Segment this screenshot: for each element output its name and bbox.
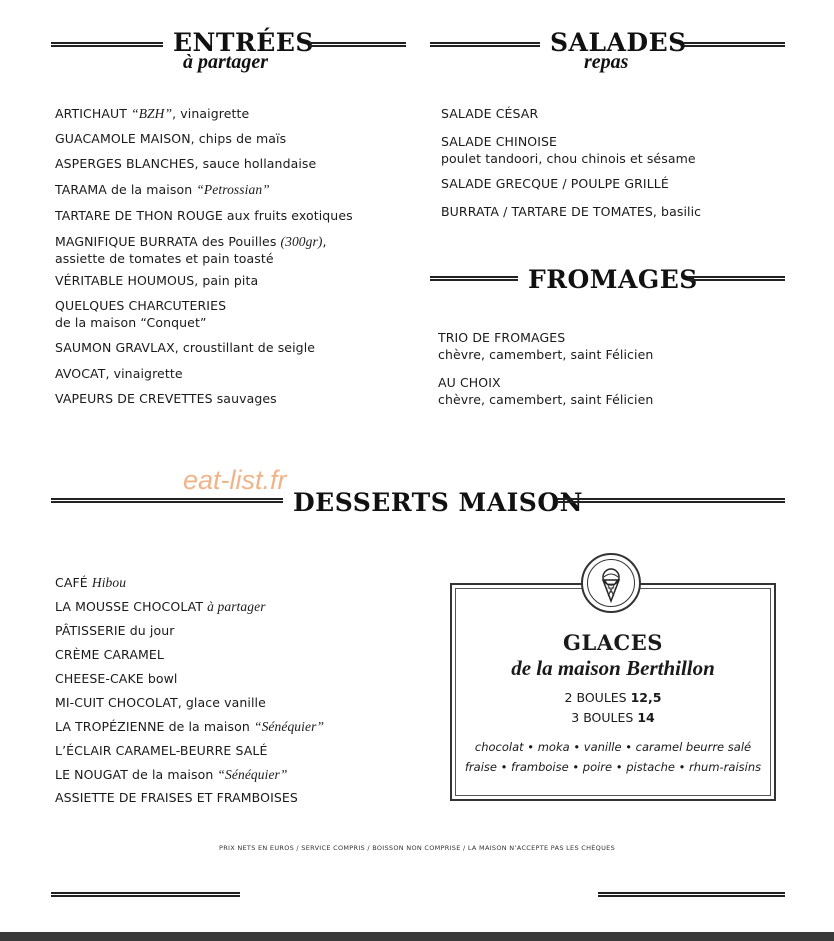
menu-item-name	[55, 574, 126, 591]
menu-item-name	[55, 365, 183, 382]
glaces-option-price: 12,5	[630, 690, 662, 705]
glaces-option	[450, 689, 776, 706]
menu-item-title: SAUMON GRAVLAX, croustillant de seigle	[55, 340, 316, 355]
menu-item-title: GUACAMOLE MAISON, chips de maïs	[55, 131, 287, 146]
fromages-rule-right	[688, 276, 785, 281]
menu-item-name	[441, 133, 696, 167]
glaces-option	[450, 709, 776, 726]
menu-item-title: LE NOUGAT de la maison	[55, 767, 218, 782]
menu-item-title: SALADE CHINOISE	[441, 134, 558, 149]
fromages-title: FROMAGES	[528, 265, 698, 294]
menu-item-title: QUELQUES CHARCUTERIES	[55, 298, 227, 313]
menu-item-name	[55, 233, 327, 267]
menu-item-title: CAFÉ	[55, 575, 92, 590]
menu-item-detail: ,	[322, 234, 327, 249]
menu-item-title: PÂTISSERIE du jour	[55, 623, 175, 638]
menu-item-subline: poulet tandoori, chou chinois et sésame	[441, 151, 696, 166]
menu-item-name	[55, 105, 249, 122]
menu-item-title: AU CHOIX	[438, 375, 501, 390]
menu-item-note: “BZH”	[131, 106, 173, 121]
menu-item-name	[55, 766, 288, 783]
menu-item-title: TRIO DE FROMAGES	[438, 330, 566, 345]
menu-item-title: MAGNIFIQUE BURRATA des Pouilles	[55, 234, 281, 249]
menu-item-name	[55, 339, 315, 356]
glaces-option-label: 3 BOULES	[571, 710, 634, 725]
salades-subtitle: repas	[584, 51, 629, 73]
desserts-rule-left	[51, 498, 283, 503]
menu-item-name	[55, 390, 277, 407]
menu-item-name	[55, 272, 258, 289]
glaces-flavours-line1: chocolat • moka • vanille • caramel beurre salé	[474, 740, 752, 754]
menu-item-name	[55, 646, 164, 663]
menu-item-title: TARAMA de la maison	[55, 182, 197, 197]
menu-item-name	[55, 598, 266, 615]
bottom-bar	[0, 932, 834, 941]
menu-item-name	[55, 297, 226, 331]
menu-item-note: à partager	[207, 599, 266, 614]
menu-item-title: VAPEURS DE CREVETTES sauvages	[55, 391, 277, 406]
menu-item-name	[55, 207, 353, 224]
menu-item-subline: de la maison “Conquet”	[55, 315, 207, 330]
fromages-rule-left	[430, 276, 518, 281]
entrees-rule-left	[51, 42, 163, 47]
menu-item-subline: assiette de tomates et pain toasté	[55, 251, 274, 266]
menu-item-name	[55, 789, 298, 806]
menu-item-name	[438, 329, 653, 363]
menu-item-title: L’ÉCLAIR CARAMEL-BEURRE SALÉ	[55, 743, 268, 758]
menu-item-name	[438, 374, 653, 408]
menu-item-title: CRÈME CARAMEL	[55, 647, 164, 662]
menu-item-name	[55, 181, 270, 198]
menu-item-title: MI-CUIT CHOCOLAT, glace vanille	[55, 695, 266, 710]
menu-item-note: “Petrossian”	[196, 182, 270, 197]
menu-item-name	[55, 130, 286, 147]
salades-rule-right	[684, 42, 785, 47]
menu-item-note: Hibou	[91, 575, 127, 590]
menu-item-title: CHEESE-CAKE bowl	[55, 671, 178, 686]
footer-rule-left	[51, 892, 240, 897]
desserts-rule-right	[557, 498, 785, 503]
menu-item-subline: chèvre, camembert, saint Félicien	[438, 347, 654, 362]
salades-rule-left	[430, 42, 540, 47]
glaces-title: GLACES	[563, 630, 663, 655]
watermark-text: eat-list.fr	[183, 465, 287, 495]
menu-item-title: LA TROPÉZIENNE de la maison	[55, 719, 254, 734]
menu-item-title: ASSIETTE DE FRAISES ET FRAMBOISES	[55, 790, 298, 805]
glaces-flavours-line2: fraise • framboise • poire • pistache • rhum-raisins	[464, 760, 762, 774]
menu-item-title: SALADE GRECQUE / POULPE GRILLÉ	[441, 176, 669, 191]
entrees-subtitle: à partager	[183, 51, 268, 73]
menu-item-name	[55, 718, 324, 735]
menu-item-name	[55, 670, 178, 687]
menu-item-title: AVOCAT, vinaigrette	[55, 366, 183, 381]
menu-item-name	[55, 742, 267, 759]
menu-item-name	[441, 203, 701, 220]
footer-note: PRIX NETS EN EUROS / SERVICE COMPRIS / BOISSON NON COMPRISE / LA MAISON N’ACCEPTE PAS LES CHÈQUES	[218, 844, 615, 852]
menu-item-title: ARTICHAUT	[55, 106, 132, 121]
menu-item-name	[55, 155, 316, 172]
glaces-option-label: 2 BOULES	[564, 690, 627, 705]
menu-item-title: BURRATA / TARTARE DE TOMATES, basilic	[441, 204, 702, 219]
menu-item-title: VÉRITABLE HOUMOUS, pain pita	[55, 273, 259, 288]
footer-rule-right	[598, 892, 785, 897]
entrees-title: ENTRÉES	[173, 28, 314, 57]
ice-cream-cone-icon	[583, 555, 639, 611]
menu-item-title: TARTARE DE THON ROUGE aux fruits exotiques	[55, 208, 353, 223]
glaces-option-price: 14	[637, 710, 655, 725]
menu-item-subline: chèvre, camembert, saint Félicien	[438, 392, 654, 407]
menu-item-note: “Sénéquier”	[217, 767, 288, 782]
menu-item-note: (300gr)	[280, 234, 323, 249]
menu-item-note: “Sénéquier”	[253, 719, 325, 734]
menu-item-name	[441, 175, 669, 192]
menu-item-title: ASPERGES BLANCHES, sauce hollandaise	[55, 156, 317, 171]
menu-item-detail: , vinaigrette	[172, 106, 250, 121]
menu-item-title: LA MOUSSE CHOCOLAT	[55, 599, 208, 614]
desserts-title: DESSERTS MAISON	[293, 488, 583, 517]
menu-item-name	[55, 622, 174, 639]
salades-title: SALADES	[550, 28, 687, 57]
entrees-rule-right	[309, 42, 406, 47]
menu-item-name	[55, 694, 266, 711]
menu-item-title: SALADE CÉSAR	[441, 106, 539, 121]
glaces-subtitle: de la maison Berthillon	[511, 656, 715, 680]
menu-item-name	[441, 105, 538, 122]
glaces-medallion	[581, 553, 641, 613]
